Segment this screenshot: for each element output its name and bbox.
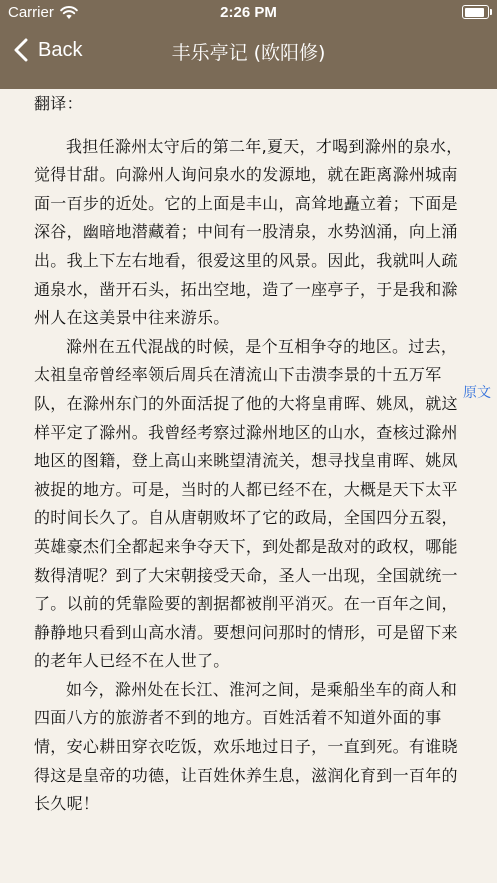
original-text-link[interactable]: 原文	[463, 385, 491, 401]
navigation-bar	[0, 26, 497, 89]
status-bar	[0, 0, 497, 26]
status-time: 2:26 PM	[220, 4, 277, 21]
top-bar	[0, 0, 497, 89]
battery-icon	[462, 5, 489, 19]
back-label: Back	[38, 38, 83, 61]
page-title: 丰乐亭记 (欧阳修)	[171, 42, 326, 64]
carrier-label: Carrier	[8, 4, 54, 21]
paragraph: 我担任滁州太守后的第二年,夏天，才喝到滁州的泉水，觉得甘甜。向滁州人询问泉水的发源地，就在距离滁州城南面一百步的近处。它的上面是丰山，高耸地矗立着；下面是深谷，幽暗地潜藏着；中间有一股清泉，水势汹涌，向上涌出。我上下左右地看，很爱这里的风景。因此，我就叫人疏通泉水，凿开石头，拓出空地，造了一座亭子，于是我和滁州人在这美景中往来游乐。	[34, 136, 463, 328]
paragraph: 如今，滁州处在长江、淮河之间，是乘船坐车的商人和四面八方的旅游者不到的地方。百姓活着不知道外面的事情，安心耕田穿衣吃饭，欢乐地过日子，一直到死。有谁晓得这是皇帝的功德，让百姓休养生息，滋润化育到一百年的长久呢！	[34, 679, 458, 814]
translation-content	[34, 89, 466, 883]
paragraph: 滁州在五代混战的时候，是个互相争夺的地区。过去，太祖皇帝曾经率领后周兵在清流山下击溃李景的十五万军队，在滁州东门的外面活捉了他的大将皇甫晖、姚凤，就这样平定了滁州。我曾经考察过滁州地区的山水，查核过滁州地区的图籍，登上高山来眺望清流关，想寻找皇甫晖、姚凤被捉的地方。可是，当时的人都已经不在，大概是天下太平的时间长久了。自从唐朝败坏了它的政局，全国四分五裂，英雄豪杰们全都起来争夺天下，到处都是敌对的政权，哪能数得清呢？到了大宋朝接受天命，圣人一出现，全国就统一了。以前的凭靠险要的割据都被削平消灭。在一百年之间，静静地只看到山高水清。要想问问那时的情形，可是留下来的老年人已经不在人世了。	[34, 336, 458, 671]
battery-fill	[465, 8, 484, 17]
status-right	[462, 5, 489, 19]
translation-label: 翻译：	[34, 94, 83, 113]
